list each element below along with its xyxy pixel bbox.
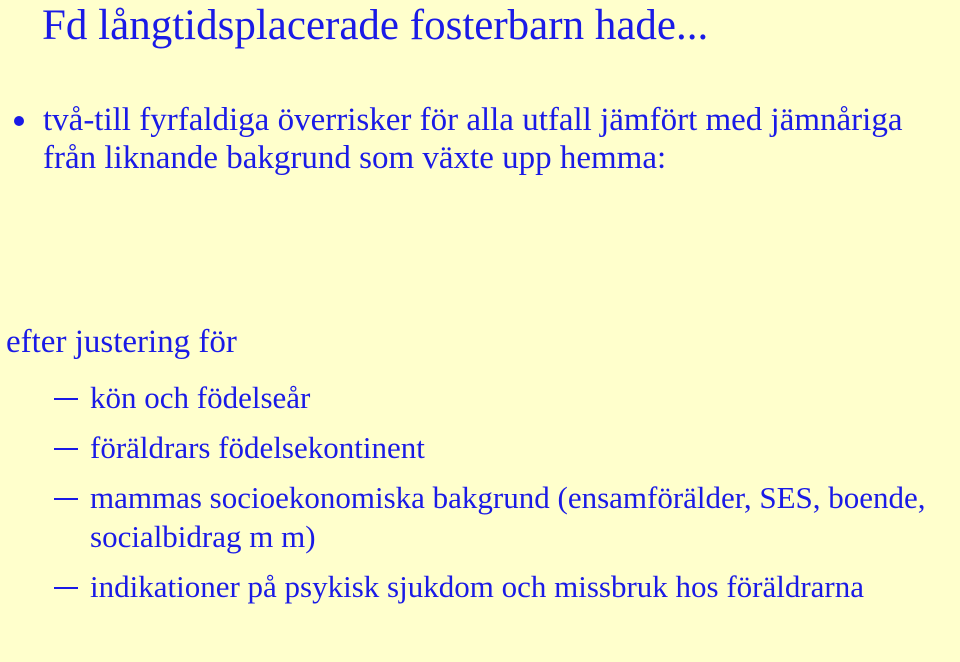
dash-icon bbox=[54, 398, 78, 400]
adjustment-list bbox=[54, 378, 954, 617]
list-item bbox=[54, 378, 954, 417]
bullet-text: två-till fyrfaldiga överrisker för alla utfall jämfört med jämnåriga från liknande bakgrund som växte upp hemma: bbox=[43, 102, 903, 176]
bullet-icon bbox=[14, 116, 24, 126]
list-item bbox=[54, 567, 954, 606]
list-item bbox=[54, 478, 954, 556]
list-item-text: indikationer på psykisk sjukdom och missbruk hos föräldrarna bbox=[90, 569, 865, 604]
list-item-text: mammas socioekonomiska bakgrund (ensamförälder, SES, boende, socialbidrag m m) bbox=[90, 480, 926, 554]
dash-icon bbox=[54, 448, 78, 450]
bullet-item bbox=[14, 101, 944, 177]
sub-heading: efter justering för bbox=[6, 324, 237, 360]
list-item bbox=[54, 428, 954, 467]
dash-icon bbox=[54, 587, 78, 589]
dash-icon bbox=[54, 498, 78, 500]
list-item-text: föräldrars födelsekontinent bbox=[90, 430, 425, 465]
list-item-text: kön och födelseår bbox=[90, 380, 311, 415]
slide-title: Fd långtidsplacerade fosterbarn hade... bbox=[42, 2, 709, 49]
